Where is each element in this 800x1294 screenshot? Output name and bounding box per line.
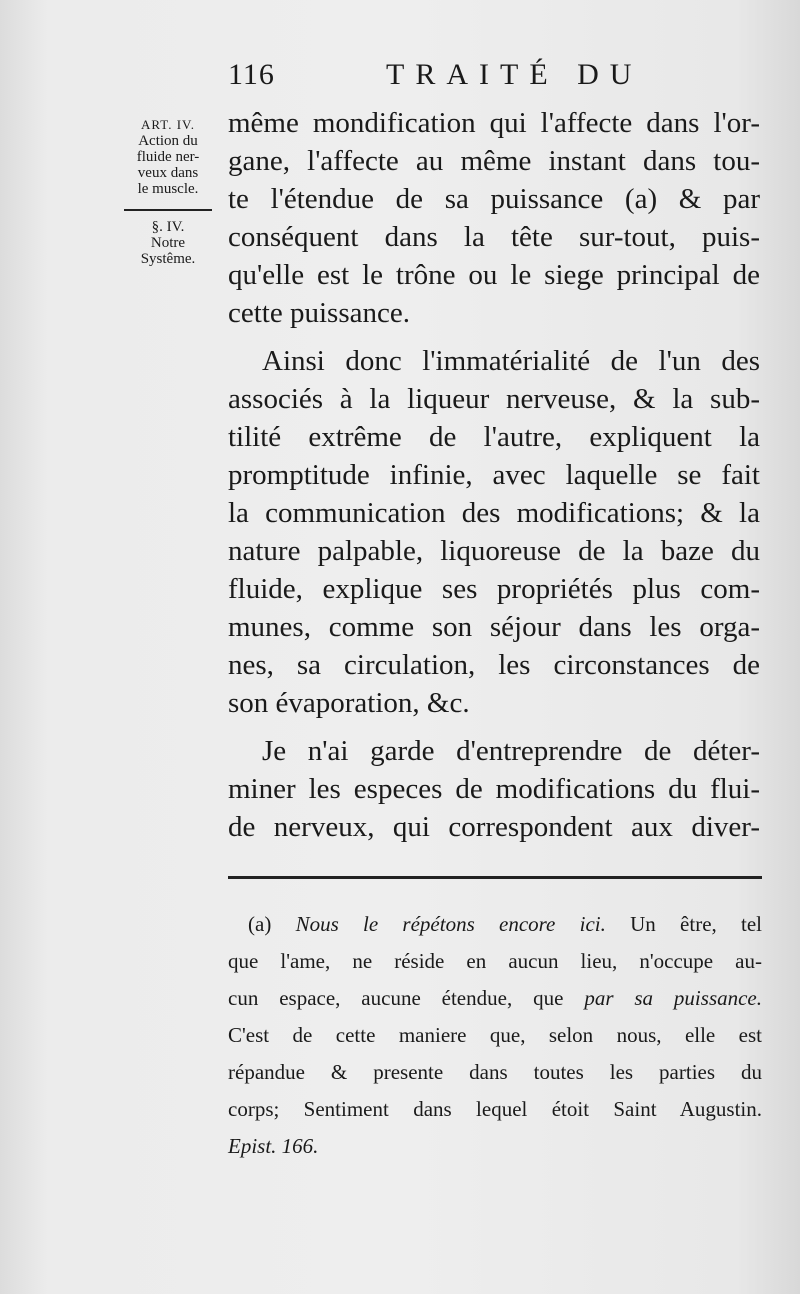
footnote-italic: par sa puissance. — [584, 986, 763, 1010]
footnote-line — [228, 980, 762, 1017]
footnote-italic: Nous le répétons encore ici. — [295, 912, 606, 936]
text-line: nes, sa circulation, les circonstances de — [228, 649, 760, 681]
margin-notes — [118, 117, 218, 267]
text-line: associés à la liqueur nerveuse, & la sub- — [228, 383, 760, 415]
paragraph-1 — [228, 104, 760, 332]
text-line: Je n'ai garde d'entreprendre de déter- — [262, 735, 760, 767]
margin-note-line: Systême. — [140, 251, 196, 267]
margin-note-line: Notre — [150, 235, 186, 251]
footnote-line — [228, 906, 762, 943]
footnote-line: C'est de cette maniere que, selon nous, elle est — [228, 1023, 762, 1047]
footnote-text: Un être, tel — [630, 912, 763, 936]
margin-article: ART. IV. — [140, 117, 196, 132]
margin-section: §. IV. — [151, 219, 185, 235]
running-head: TRAITÉ DU — [386, 58, 643, 91]
margin-note-line: Action du — [138, 133, 198, 149]
footnote-line: corps; Sentiment dans lequel étoit Saint Augustin. — [228, 1097, 762, 1121]
margin-note-line: fluide ner- — [136, 149, 200, 165]
text-line: qu'elle est le trône ou le siege principal de — [228, 259, 760, 291]
text-line: miner les especes de modifications du flui- — [228, 773, 760, 805]
text-line: te l'étendue de sa puissance (a) & par — [228, 183, 760, 215]
text-line: la communication des modifications; & la — [228, 497, 760, 529]
footnote-line: que l'ame, ne réside en aucun lieu, n'occupe au- — [228, 949, 762, 973]
text-line: fluide, explique ses propriétés plus com- — [228, 573, 760, 605]
margin-rule — [124, 209, 212, 211]
text-line: promptitude infinie, avec laquelle se fait — [228, 459, 760, 491]
footnote-mark: (a) — [248, 912, 272, 936]
text-line: tilité extrême de l'autre, expliquent la — [228, 421, 760, 453]
text-line: son évaporation, &c. — [228, 687, 470, 719]
footnote-line — [228, 1128, 762, 1165]
margin-note-line: le muscle. — [137, 181, 199, 197]
page-number: 116 — [228, 58, 275, 91]
text-line: nature palpable, liquoreuse de la baze du — [228, 535, 760, 567]
footnote-text: cun espace, aucune étendue, que — [228, 986, 564, 1010]
text-line: gane, l'affecte au même instant dans tou- — [228, 145, 760, 177]
text-line: conséquent dans la tête sur-tout, puis- — [228, 221, 760, 253]
text-line: Ainsi donc l'immatérialité de l'un des — [262, 345, 760, 377]
footnote — [228, 906, 762, 1165]
text-line: même mondification qui l'affecte dans l'or- — [228, 107, 760, 139]
footnote-italic: Epist. 166. — [228, 1134, 319, 1158]
footnote-line: répandue & presente dans toutes les parties du — [228, 1060, 762, 1084]
main-text — [228, 104, 760, 846]
text-line: munes, comme son séjour dans les orga- — [228, 611, 760, 643]
text-line: cette puissance. — [228, 297, 410, 329]
paragraph-2 — [228, 342, 760, 722]
footnote-rule — [228, 876, 762, 879]
text-line: de nerveux, qui correspondent aux diver- — [228, 811, 760, 843]
paragraph-3 — [228, 732, 760, 846]
margin-note-line: veux dans — [137, 165, 199, 181]
page-header — [228, 58, 748, 98]
